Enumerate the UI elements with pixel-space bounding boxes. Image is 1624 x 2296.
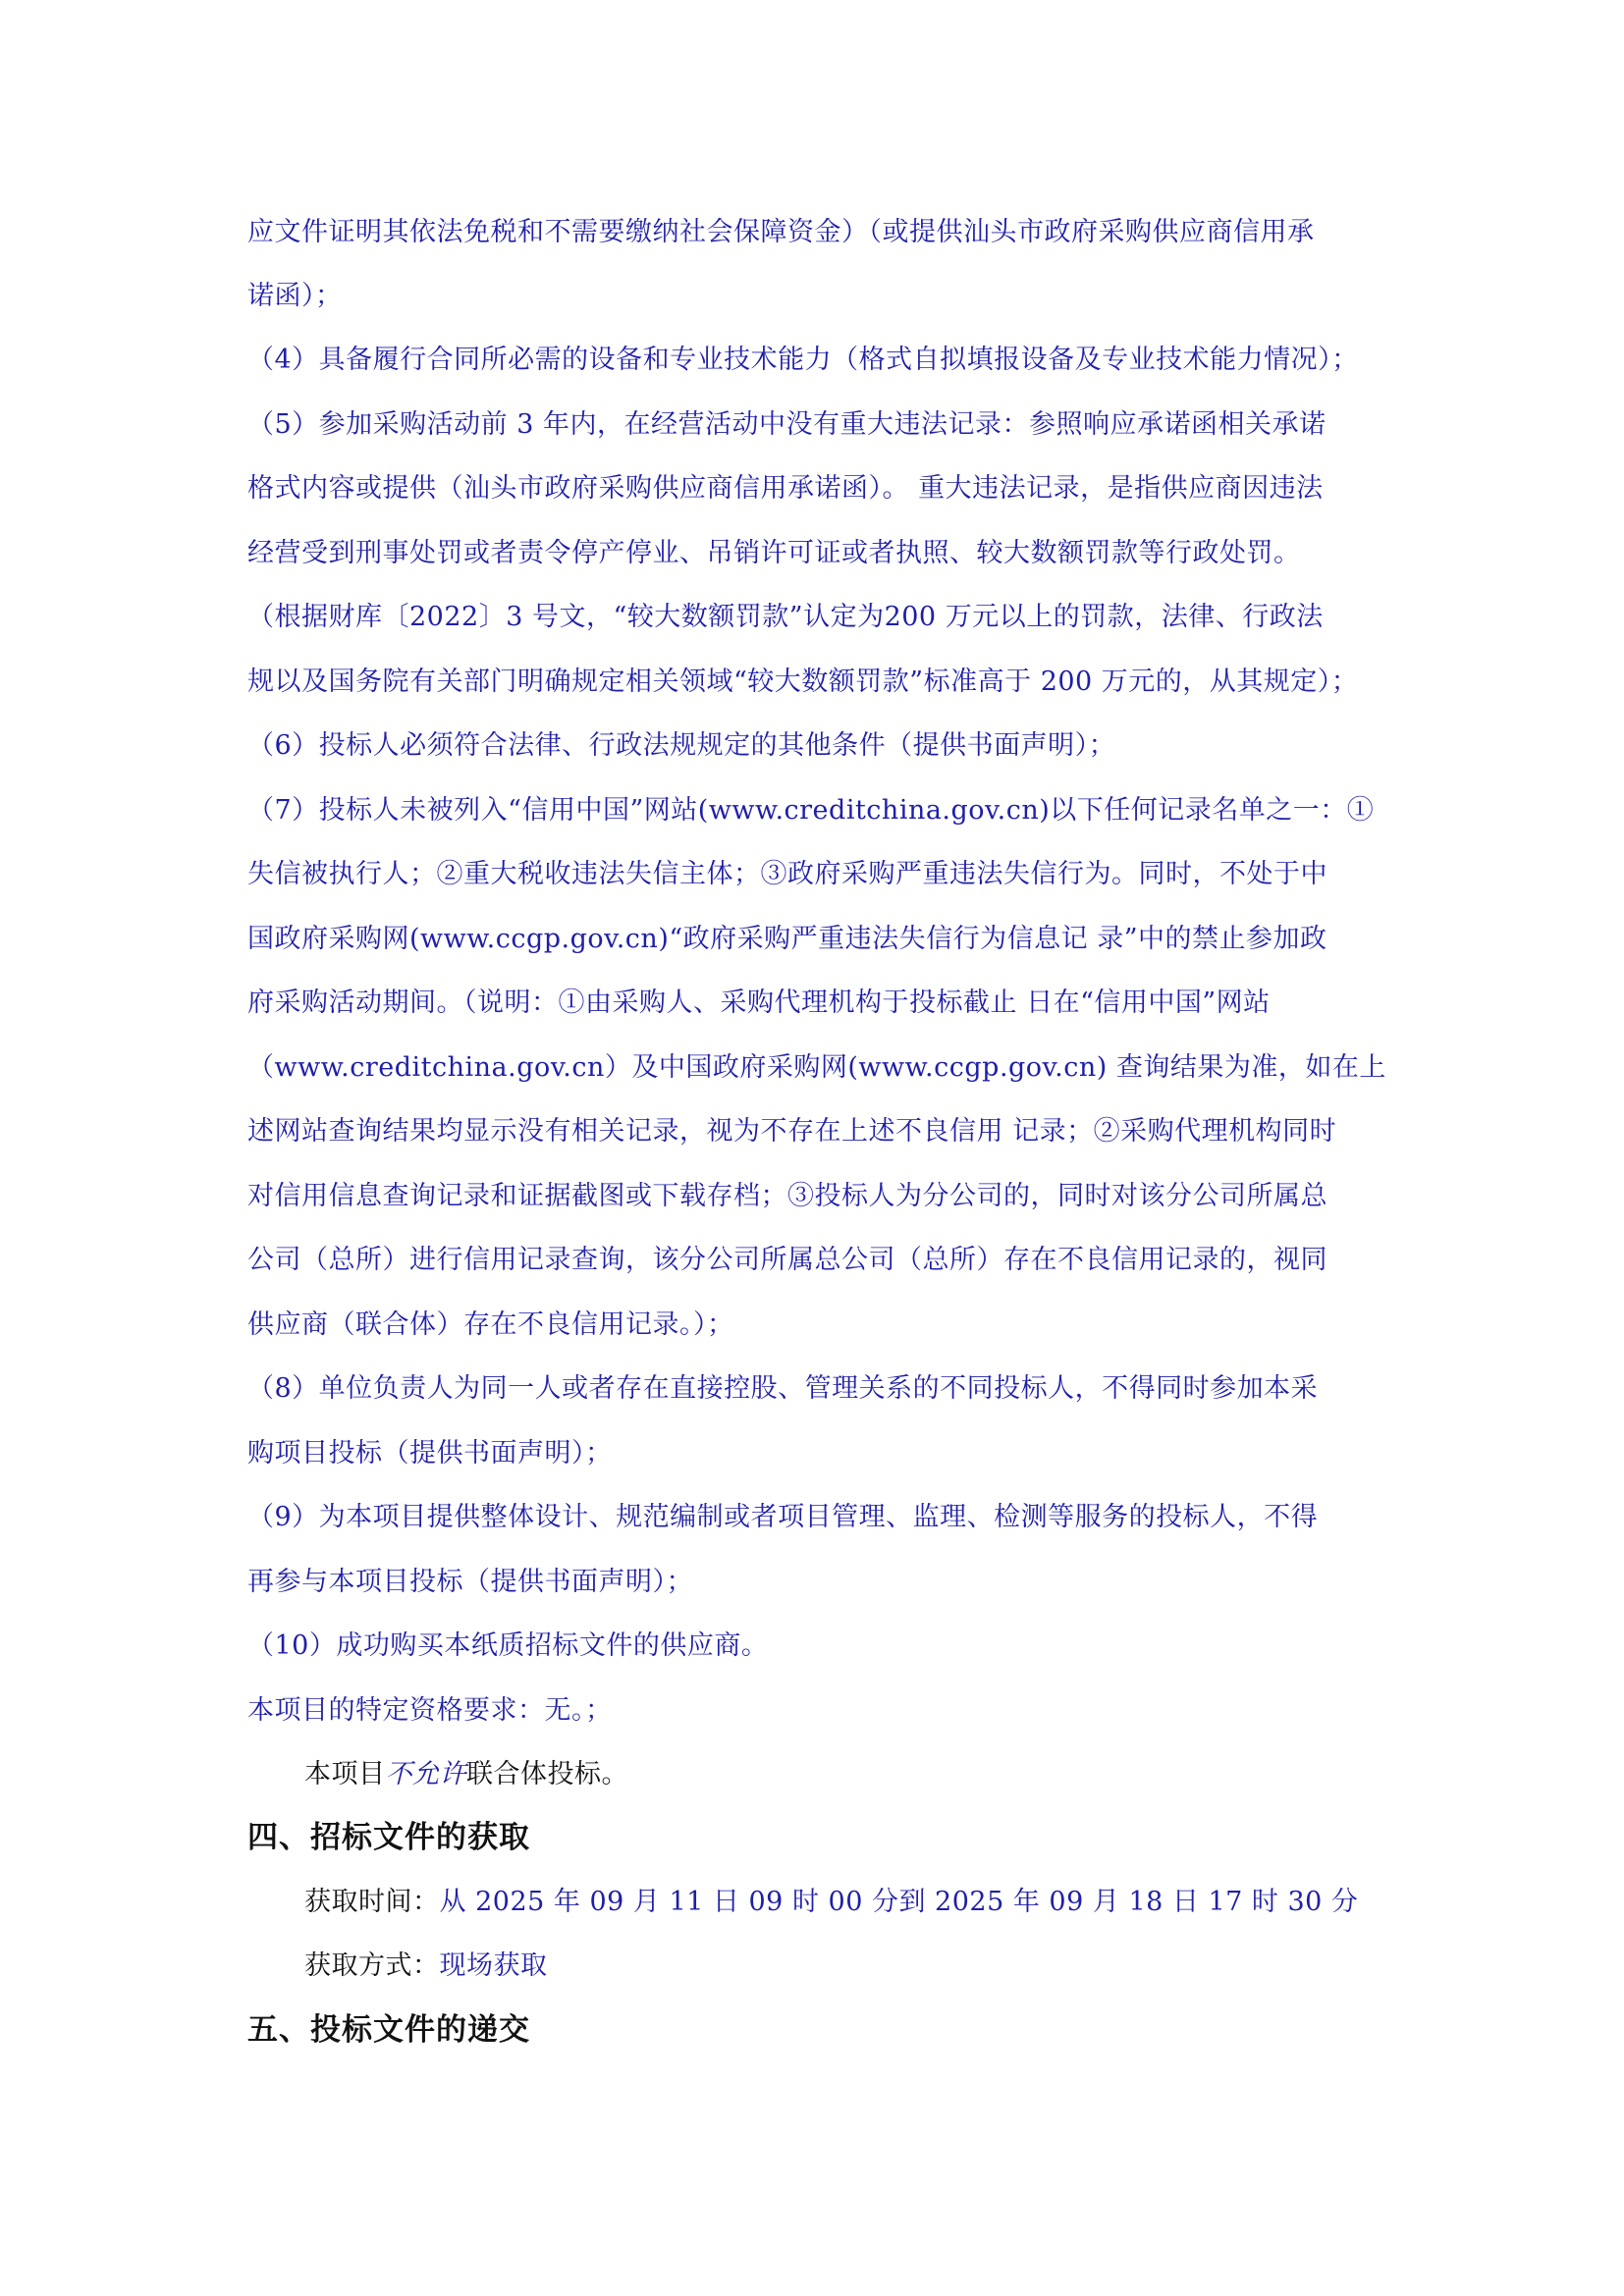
acquisition-time-value: 从 2025 年 09 月 11 日 09 时 00 分到 2025 年 09 月 18 日 17 时 30 分 [439, 1887, 1359, 1917]
paragraph-line: 供应商（联合体）存在不良信用记录。）； [247, 1309, 734, 1340]
paragraph-line: （8）单位负责人为同一人或者存在直接控股、管理关系的不同投标人，不得同时参加本采 [247, 1373, 1319, 1404]
paragraph-line: 再参与本项目投标（提供书面声明）； [247, 1567, 693, 1597]
section-heading-4: 四、招标文件的获取 [247, 1820, 530, 1855]
acquisition-method-value: 现场获取 [439, 1950, 548, 1981]
consortium-suffix: 联合体投标。 [466, 1759, 628, 1789]
paragraph-line: 诺函）； [247, 281, 343, 311]
section-heading-5: 五、投标文件的递交 [247, 2012, 530, 2048]
paragraph-line: 府采购活动期间。（说明：①由采购人、采购代理机构于投标截止 日在“信用中国”网站 [247, 988, 1271, 1018]
consortium-prefix: 本项目 [304, 1759, 386, 1789]
paragraph-line: （4）具备履行合同所必需的设备和专业技术能力（格式自拟填报设备及专业技术能力情况）； [247, 345, 1359, 375]
paragraph-line: 本项目的特定资格要求：无。； [247, 1695, 613, 1726]
paragraph-line: 规以及国务院有关部门明确规定相关领域“较大数额罚款”标准高于 200 万元的，从其规定）； [247, 667, 1359, 697]
acquisition-method-line [304, 1947, 1443, 1986]
paragraph-line: 购项目投标（提供书面声明）； [247, 1438, 613, 1468]
paragraph-line: （9）为本项目提供整体设计、规范编制或者项目管理、监理、检测等服务的投标人，不得 [247, 1502, 1319, 1532]
paragraph-line: 国政府采购网(www.ccgp.gov.cn)“政府采购严重违法失信行为信息记 录”中的禁止参加政 [247, 924, 1327, 954]
consortium-line [304, 1755, 1443, 1794]
acquisition-time-label: 获取时间： [304, 1887, 440, 1917]
paragraph-line: 对信用信息查询记录和证据截图或下载存档；③投标人为分公司的，同时对该分公司所属总 [247, 1181, 1327, 1211]
acquisition-time-line [304, 1883, 1443, 1922]
paragraph-line: 格式内容或提供（汕头市政府采购供应商信用承诺函）。 重大违法记录，是指供应商因违法 [247, 473, 1324, 504]
paragraph-line: 述网站查询结果均显示没有相关记录，视为不存在上述不良信用 记录；②采购代理机构同时 [247, 1116, 1337, 1147]
paragraph-line: （6）投标人必须符合法律、行政法规规定的其他条件（提供书面声明）； [247, 730, 1116, 761]
paragraph-line: （10）成功购买本纸质招标文件的供应商。 [247, 1630, 769, 1661]
paragraph-line: 失信被执行人；②重大税收违法失信主体；③政府采购严重违法失信行为。同时，不处于中 [247, 859, 1327, 889]
consortium-value: 不允许 [385, 1759, 466, 1789]
paragraph-line: （www.creditchina.gov.cn）及中国政府采购网(www.ccgp.gov.cn) 查询结果为准，如在上 [247, 1052, 1386, 1083]
paragraph-line: （7）投标人未被列入“信用中国”网站(www.creditchina.gov.cn)以下任何记录名单之一：① [247, 795, 1375, 826]
acquisition-method-label: 获取方式： [304, 1950, 440, 1981]
paragraph-line: （根据财库〔2022〕3 号文，“较大数额罚款”认定为200 万元以上的罚款，法律、行政法 [247, 602, 1324, 632]
paragraph-line: （5）参加采购活动前 3 年内，在经营活动中没有重大违法记录：参照响应承诺函相关承诺 [247, 409, 1326, 440]
paragraph-line: 公司（总所）进行信用记录查询，该分公司所属总公司（总所）存在不良信用记录的，视同 [247, 1245, 1327, 1275]
paragraph-line: 经营受到刑事处罚或者责令停产停业、吊销许可证或者执照、较大数额罚款等行政处罚。 [247, 538, 1301, 568]
paragraph-line: 应文件证明其依法免税和不需要缴纳社会保障资金）（或提供汕头市政府采购供应商信用承 [247, 217, 1315, 247]
